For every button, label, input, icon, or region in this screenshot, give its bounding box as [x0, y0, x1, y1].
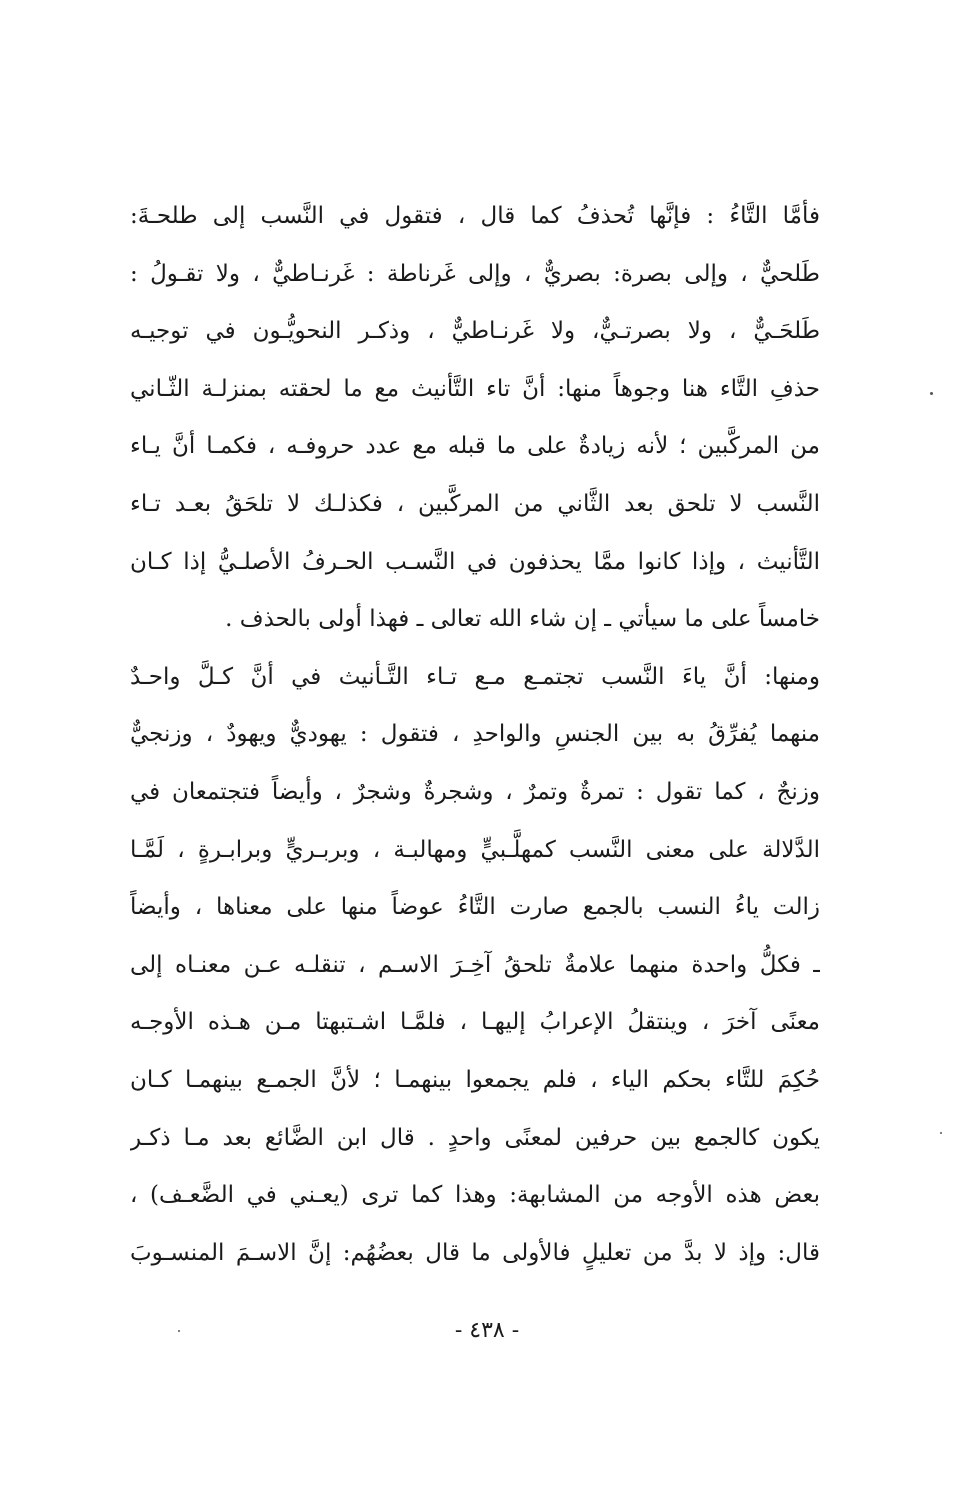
- text-line: وزنجٌ ، كما تقول : تمرةٌ وتمرٌ ، وشجرةٌ وشجرٌ ، وأيضاً فتجتمعان في: [130, 778, 820, 805]
- text-line: ـ فكلُّ واحدة منهما علامةٌ تلحقُ آخِـرَ الاسـم ، تنقلـه عـن معنـاه إلى: [130, 951, 820, 978]
- text-line: من المركَّبين ؛ لأنه زيادةٌ على ما قبله مع عدد حروفـه ، فكمـا أنَّ يـاء: [130, 433, 820, 460]
- scan-speck: [940, 1132, 942, 1134]
- text-line: قال: وإذ لا بدَّ من تعليلٍ فالأولى ما قال بعضُهُم: إنَّ الاسـمَ المنسـوبَ: [130, 1239, 820, 1266]
- page-number: - ٤٣٨ -: [454, 1318, 520, 1343]
- text-line: حذفِ التَّاء هنا وجوهاً منها: أنَّ تاء التَّأنيث مع ما لحقته بمنزلـة الثّـاني: [130, 375, 820, 402]
- text-line: فأمَّا التَّاءُ : فإنَّها تُحذفُ كما قال ، فتقول في النَّسب إلى طلحـةَ:: [130, 203, 820, 229]
- text-line: منهما يُفرِّقُ به بين الجنسِ والواحدِ ، فتقول : يهوديٌّ ويهودٌ ، وزنجيٌّ: [130, 721, 820, 748]
- text-line: يكون كالجمع بين حرفين لمعنًى واحدٍ . قال ابن الضَّائع بعد مـا ذكـر: [130, 1124, 820, 1151]
- text-line: الدَّلالة على معنى النَّسب كمهلَّـبيٍّ ومهالبـة ، وبربـريٍّ وبرابـرةٍ ، لَمَّـا: [130, 836, 820, 863]
- scan-speck: [178, 1330, 180, 1332]
- text-line: معنًى آخرَ ، وينتقلُ الإعرابُ إليهـا ، فلمَّـا اشـتبهتا مـن هـذه الأوجـه: [130, 1009, 820, 1036]
- text-line: بعض هذه الأوجه من المشابهة: وهذا كما ترى (يعـني في الضَّعـف) ،: [130, 1182, 820, 1209]
- text-line: التَّأنيث ، وإذا كانوا ممَّا يحذفون في النَّسـب الحـرفُ الأصلـيُّ إذا كـان: [130, 548, 820, 575]
- text-line: طَلحيٌّ ، وإلى بصرة: بصريٌّ ، وإلى غَرناطة : غَرنـاطيٌّ ، ولا تقـولُ :: [130, 260, 820, 287]
- text-line: النَّسب لا تلحق بعد الثَّاني من المركَّبين ، فكذلـك لا تلحَقُ بعـد تـاء: [130, 490, 820, 517]
- body-text: [130, 188, 820, 1282]
- text-line: طَلحَـيٌّ ، ولا بصرتـيٌّ، ولا غَرنـاطيٌّ ، وذكـر النحويُّـون في توجيـه: [130, 318, 820, 345]
- text-line: ومنها: أنَّ ياءَ النَّسب تجتمـع مـع تـاء التَّـأنيث في أنَّ كـلَّ واحـدٌ: [130, 663, 820, 690]
- text-line: خامساً على ما سيأتي ـ إن شاء الله تعالى ـ فهذا أولى بالحذف .: [225, 606, 820, 633]
- text-line: زالت ياءُ النسب بالجمع صارت التَّاءُ عوضاً منها على معناها ، وأيضاً: [130, 894, 820, 921]
- scan-speck: [930, 392, 933, 395]
- text-line: حُكِمَ للتَّاء بحكم الياء ، فلم يجمعوا بينهمـا ؛ لأنَّ الجمـع بينهمـا كـان: [130, 1066, 820, 1093]
